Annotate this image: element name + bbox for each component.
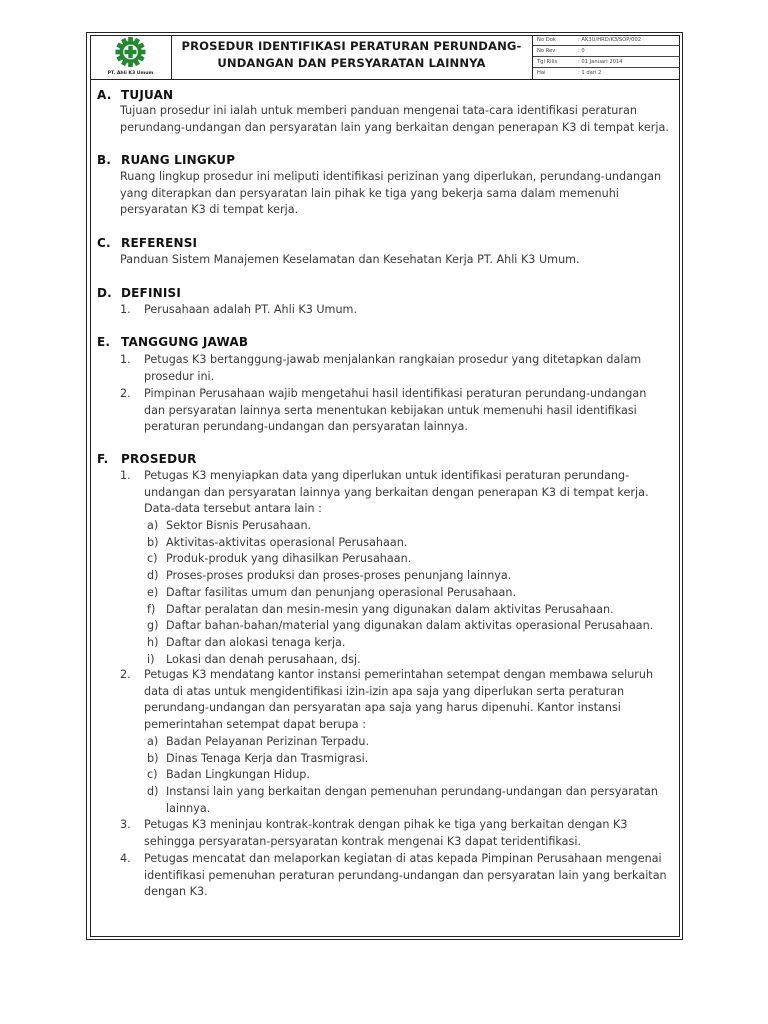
section-heading-tanggung-jawab [97, 335, 248, 349]
sub-item-text: Daftar peralatan dan mesin-mesin yang digunakan dalam aktivitas Perusahaan. [166, 602, 614, 616]
meta-row-no-dok [533, 35, 680, 46]
sub-list-prosedur-1-labels [147, 518, 158, 668]
section-body-tujuan [120, 103, 674, 136]
list-number: 1. [120, 303, 131, 316]
list-item-prosedur-2 [144, 667, 674, 734]
meta-row-no-rev [533, 46, 680, 57]
list-item-tanggung-jawab-2 [144, 386, 674, 436]
body-line: prosedur ini. [144, 369, 215, 383]
list-item-definisi-1 [144, 302, 674, 319]
body-line: Pimpinan Perusahaan wajib mengetahui hasil identifikasi peraturan perundang-undangan [144, 387, 647, 400]
sub-item-text: lainnya. [166, 801, 211, 815]
body-line: undangan dan persyaratan lainnya yang berkaitan dengan penerapan K3 di tempat kerja. [144, 485, 649, 499]
sub-item-text: Proses-proses produksi dan proses-proses penunjang lainnya. [166, 569, 512, 583]
body-line: perundang-undangan dan persyaratan apa saja yang harus dipenuhi. Kantor instansi [144, 701, 621, 715]
sub-item-text: Produk-produk yang dihasilkan Perusahaan. [166, 552, 412, 566]
section-title: RUANG LINGKUP [121, 153, 236, 167]
section-letter: F. [97, 452, 109, 466]
body-line: dan persyaratan lainnya serta menentukan kebijakan untuk memenuhi hasil identifikasi [144, 403, 637, 417]
meta-row-tgl-rilis [533, 57, 680, 68]
body-line: yang diterapkan dan persyaratan lain pihak ke tiga yang bekerja sama dalam memenuhi [120, 186, 619, 200]
sub-item-label: d) [147, 569, 159, 583]
sub-list-prosedur-2-text [166, 734, 674, 818]
body-line: Petugas K3 mendatang kantor instansi pemerintahan setempat dengan membawa seluruh [144, 668, 654, 681]
section-letter: A. [97, 88, 112, 102]
section-heading-referensi [97, 236, 197, 250]
meta-key: No Dok [537, 37, 556, 43]
body-line: perundang-undangan dan persyaratan lain yang berkaitan dengan penerapan K3 di tempat kerja. [120, 120, 669, 134]
sub-item-label: i) [147, 652, 155, 666]
body-line: data di atas untuk mengidentifikasi izin-izin apa saja yang diperlukan serta peraturan [144, 684, 625, 698]
body-line: persyaratan K3 di tempat kerja. [120, 203, 299, 217]
sub-item-label: g) [147, 619, 159, 633]
section-body-referensi [120, 252, 674, 269]
section-letter: D. [97, 286, 112, 300]
sub-list-prosedur-1-text [166, 518, 674, 668]
company-logo [90, 35, 171, 79]
list-number: 1. [120, 469, 131, 482]
meta-row-hal [533, 68, 680, 79]
section-heading-prosedur [97, 452, 197, 466]
body-line: Petugas mencatat dan melaporkan kegiatan di atas kepada Pimpinan Perusahaan mengenai [144, 852, 662, 865]
body-line: Data-data tersebut antara lain : [144, 502, 322, 516]
sub-item-label: c) [147, 768, 158, 782]
body-line: Panduan Sistem Manajemen Keselamatan dan Kesehatan Kerja PT. Ahli K3 Umum. [120, 253, 580, 266]
body-line: Petugas K3 meninjau kontrak-kontrak dengan pihak ke tiga yang berkaitan dengan K3 [144, 818, 628, 831]
body-line: Perusahaan adalah PT. Ahli K3 Umum. [144, 303, 357, 316]
section-title: REFERENSI [121, 236, 198, 250]
section-body-ruang-lingkup [120, 169, 674, 219]
list-item-prosedur-1 [144, 468, 674, 518]
list-number: 4. [120, 852, 131, 865]
sub-list-prosedur-2-labels [147, 734, 158, 801]
sub-item-text: Daftar dan alokasi tenaga kerja. [166, 635, 346, 649]
meta-value: : AK3U/HRD/K3/SOP/002 [578, 37, 642, 43]
section-heading-definisi [97, 286, 181, 300]
sub-item-label: h) [147, 635, 159, 649]
sub-item-text: Aktivitas-aktivitas operasional Perusahaan. [166, 535, 408, 549]
body-line: peraturan perundang-undangan dan persyaratan lainnya. [144, 420, 468, 434]
list-item-tanggung-jawab-1 [144, 352, 674, 385]
body-line: Petugas K3 bertanggung-jawab menjalankan rangkaian prosedur yang ditetapkan dalam [144, 353, 642, 366]
header-divider [90, 79, 680, 80]
body-line: identifikasi pemenuhan peraturan perundang-undangan dan persyaratan lain yang berkaitan [144, 868, 667, 882]
section-letter: C. [97, 236, 111, 250]
sub-item-label: e) [147, 585, 159, 599]
sub-item-text: Badan Lingkungan Hidup. [166, 768, 310, 782]
meta-key: No Rev [537, 48, 556, 54]
sub-item-label: f) [147, 602, 156, 616]
list-number: 2. [120, 668, 131, 681]
body-line: pemerintahan setempat dapat berupa : [144, 718, 366, 732]
body-line: sehingga persyaratan-persyaratan kontrak mengenai K3 dapat teridentifikasi. [144, 834, 582, 848]
sub-item-label: b) [147, 535, 159, 549]
list-item-prosedur-3 [144, 817, 674, 850]
sub-item-label: b) [147, 751, 159, 765]
document-title [172, 38, 531, 72]
section-title: TANGGUNG JAWAB [121, 335, 249, 349]
meta-key: Hal [537, 70, 546, 76]
section-title: PROSEDUR [121, 452, 197, 466]
document-meta-table [533, 35, 680, 79]
body-line: Petugas K3 menyiapkan data yang diperlukan untuk identifikasi peraturan perundang- [144, 469, 630, 482]
section-heading-tujuan [97, 88, 173, 102]
list-item-prosedur-4 [144, 851, 674, 901]
list-number: 1. [120, 353, 131, 366]
sub-item-text: Daftar bahan-bahan/material yang digunakan dalam aktivitas operasional Perusahaan. [166, 619, 654, 633]
meta-key: Tgl Rilis [537, 59, 558, 65]
section-title: DEFINISI [121, 286, 182, 300]
sub-item-text: Instansi lain yang berkaitan dengan pemenuhan perundang-undangan dan persyaratan [166, 785, 658, 799]
body-line: Tujuan prosedur ini ialah untuk memberi panduan mengenai tata-cara identifikasi peraturan [120, 104, 637, 117]
sub-item-label: c) [147, 552, 158, 566]
sub-item-text: Sektor Bisnis Perusahaan. [166, 519, 312, 532]
sub-item-text: Lokasi dan denah perusahaan, dsj. [166, 652, 361, 666]
sub-item-text: Daftar fasilitas umum dan penunjang operasional Perusahaan. [166, 585, 517, 599]
section-letter: B. [97, 153, 112, 167]
meta-value: : 0 [578, 48, 585, 54]
section-title: TUJUAN [121, 88, 174, 102]
section-letter: E. [97, 335, 111, 349]
meta-value: : 1 dari 2 [578, 70, 602, 76]
company-name: PT. Ahli K3 Umum [107, 71, 154, 76]
body-line: Ruang lingkup prosedur ini meliputi identifikasi perizinan yang diperlukan, perundang-undangan [120, 170, 662, 183]
sub-item-label: a) [147, 519, 159, 532]
sub-item-text: Dinas Tenaga Kerja dan Trasmigrasi. [166, 751, 369, 765]
sub-item-label: d) [147, 785, 159, 799]
title-line-2: UNDANGAN DAN PERSYARATAN LAINNYA [217, 56, 486, 70]
meta-value: : 01 Januari 2014 [578, 59, 623, 65]
sub-item-label: a) [147, 735, 159, 748]
list-number: 3. [120, 818, 131, 831]
title-line-1: PROSEDUR IDENTIFIKASI PERATURAN PERUNDANG- [181, 39, 522, 53]
body-line: dengan K3. [144, 885, 208, 899]
k3-gear-cross-icon [90, 35, 171, 71]
section-heading-ruang-lingkup [97, 153, 235, 167]
sub-item-text: Badan Pelayanan Perizinan Terpadu. [166, 735, 370, 748]
list-number: 2. [120, 387, 131, 400]
